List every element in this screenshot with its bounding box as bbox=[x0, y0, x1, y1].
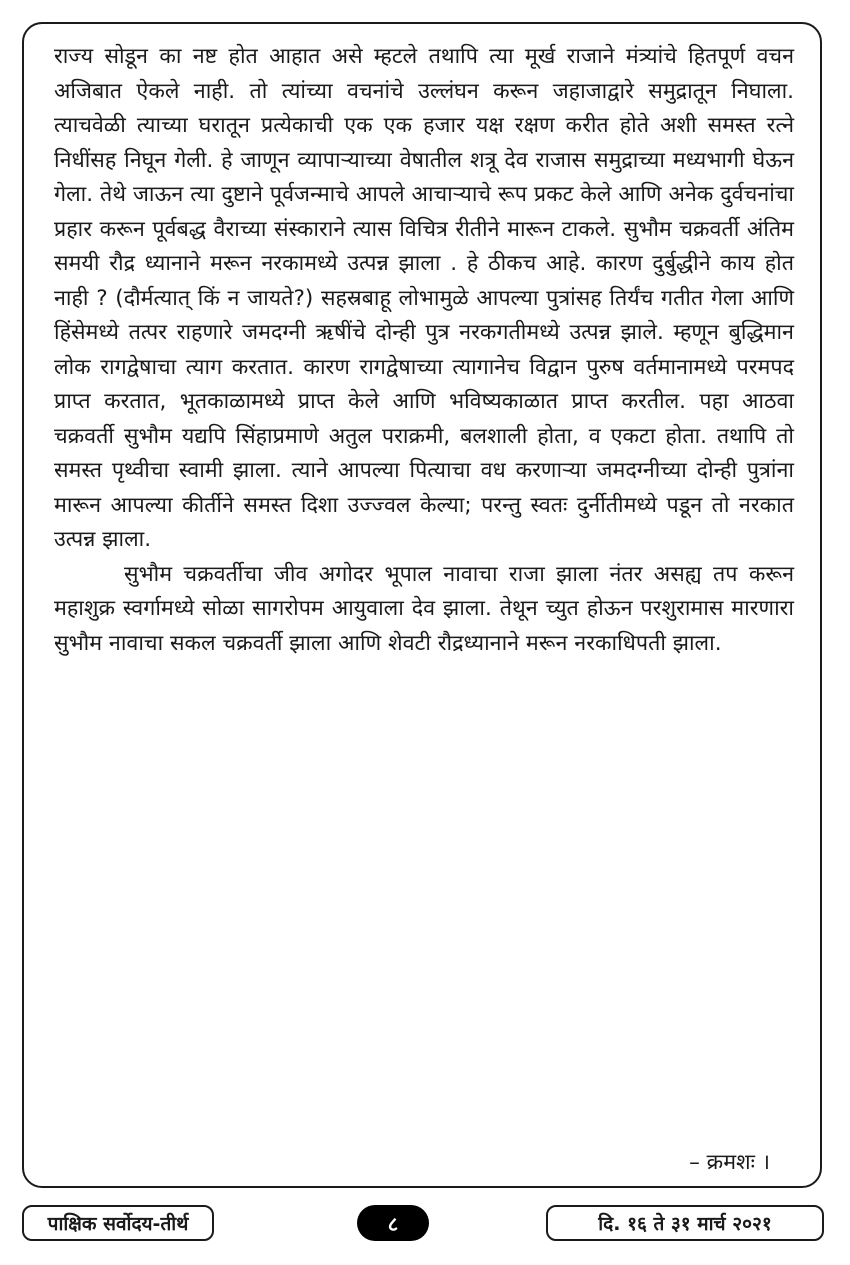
issue-date: दि. १६ ते ३१ मार्च २०२१ bbox=[546, 1205, 824, 1241]
page-number: ८ bbox=[357, 1205, 429, 1241]
article-body bbox=[54, 40, 794, 661]
to-be-continued-note: – क्रमशः । bbox=[689, 1150, 770, 1175]
publication-name: पाक्षिक सर्वोदय-तीर्थ bbox=[22, 1205, 214, 1241]
paragraph-2: सुभौम चक्रवर्तीचा जीव अगोदर भूपाल नावाचा राजा झाला नंतर असह्य तप करून महाशुक्र स्वर्गामध्ये सोळा सागरोपम आयुवाला देव झाला. तेथून च्युत होऊन परशुरामास मारणारा सुभौम नावाचा सकल चक्रवर्ती झाला आणि शेवटी रौद्रध्यानाने मरून नरकाधिपती झाला. bbox=[54, 561, 794, 656]
paragraph-1: राज्य सोडून का नष्ट होत आहात असे म्हटले तथापि त्या मूर्ख राजाने मंत्र्यांचे हितपूर्ण वचन अजिबात ऐकले नाही. तो त्यांच्या वचनांचे उल्लंघन करून जहाजाद्वारे समुद्रातून निघाला. त्याचवेळी त्याच्या घरातून प्रत्येकाची एक एक हजार यक्ष रक्षण करीत होते अशी समस्त रत्ने निधींसह निघून गेली. हे जाणून व्यापाऱ्याच्या वेषातील शत्रू देव राजास समुद्राच्या मध्यभागी घेऊन गेला. तेथे जाऊन त्या दुष्टाने पूर्वजन्माचे आपले आचाऱ्याचे रूप प्रकट केले आणि अनेक दुर्वचनांचा प्रहार करून पूर्वबद्ध वैराच्या संस्काराने त्यास विचित्र रीतीने मारून टाकले. सुभौम चक्रवर्ती अंतिम समयी रौद्र ध्यानाने मरून नरकामध्ये उत्पन्न झाला . हे ठीकच आहे. कारण दुर्बुद्धीने काय होत नाही ? (दौर्मत्यात् किं न जायते?) सहस्रबाहू लोभामुळे आपल्या पुत्रांसह तिर्यंच गतीत गेला आणि हिंसेमध्ये तत्पर राहणारे जमदग्नी ऋषींचे दोन्ही पुत्र नरकगतीमध्ये उत्पन्न झाले. म्हणून बुद्धिमान लोक रागद्वेषाचा त्याग करतात. कारण रागद्वेषाच्या त्यागानेच विद्वान पुरुष वर्तमानामध्ये परमपद प्राप्त करतात, भूतकाळामध्ये प्राप्त केले आणि भविष्यकाळात प्राप्त करतील. पहा आठवा चक्रवर्ती सुभौम यद्यपि सिंहाप्रमाणे अतुल पराक्रमी, बलशाली होता, व एकटा होता. तथापि तो समस्त पृथ्वीचा स्वामी झाला. त्याने आपल्या पित्याचा वध करणाऱ्या जमदग्नीच्या दोन्ही पुत्रांना मारून आपल्या कीर्तीने समस्त दिशा उज्ज्वल केल्या; परन्तु स्वतः दुर्नीतीमध्ये पडून तो नरकात उत्पन्न झाला. bbox=[54, 44, 794, 552]
